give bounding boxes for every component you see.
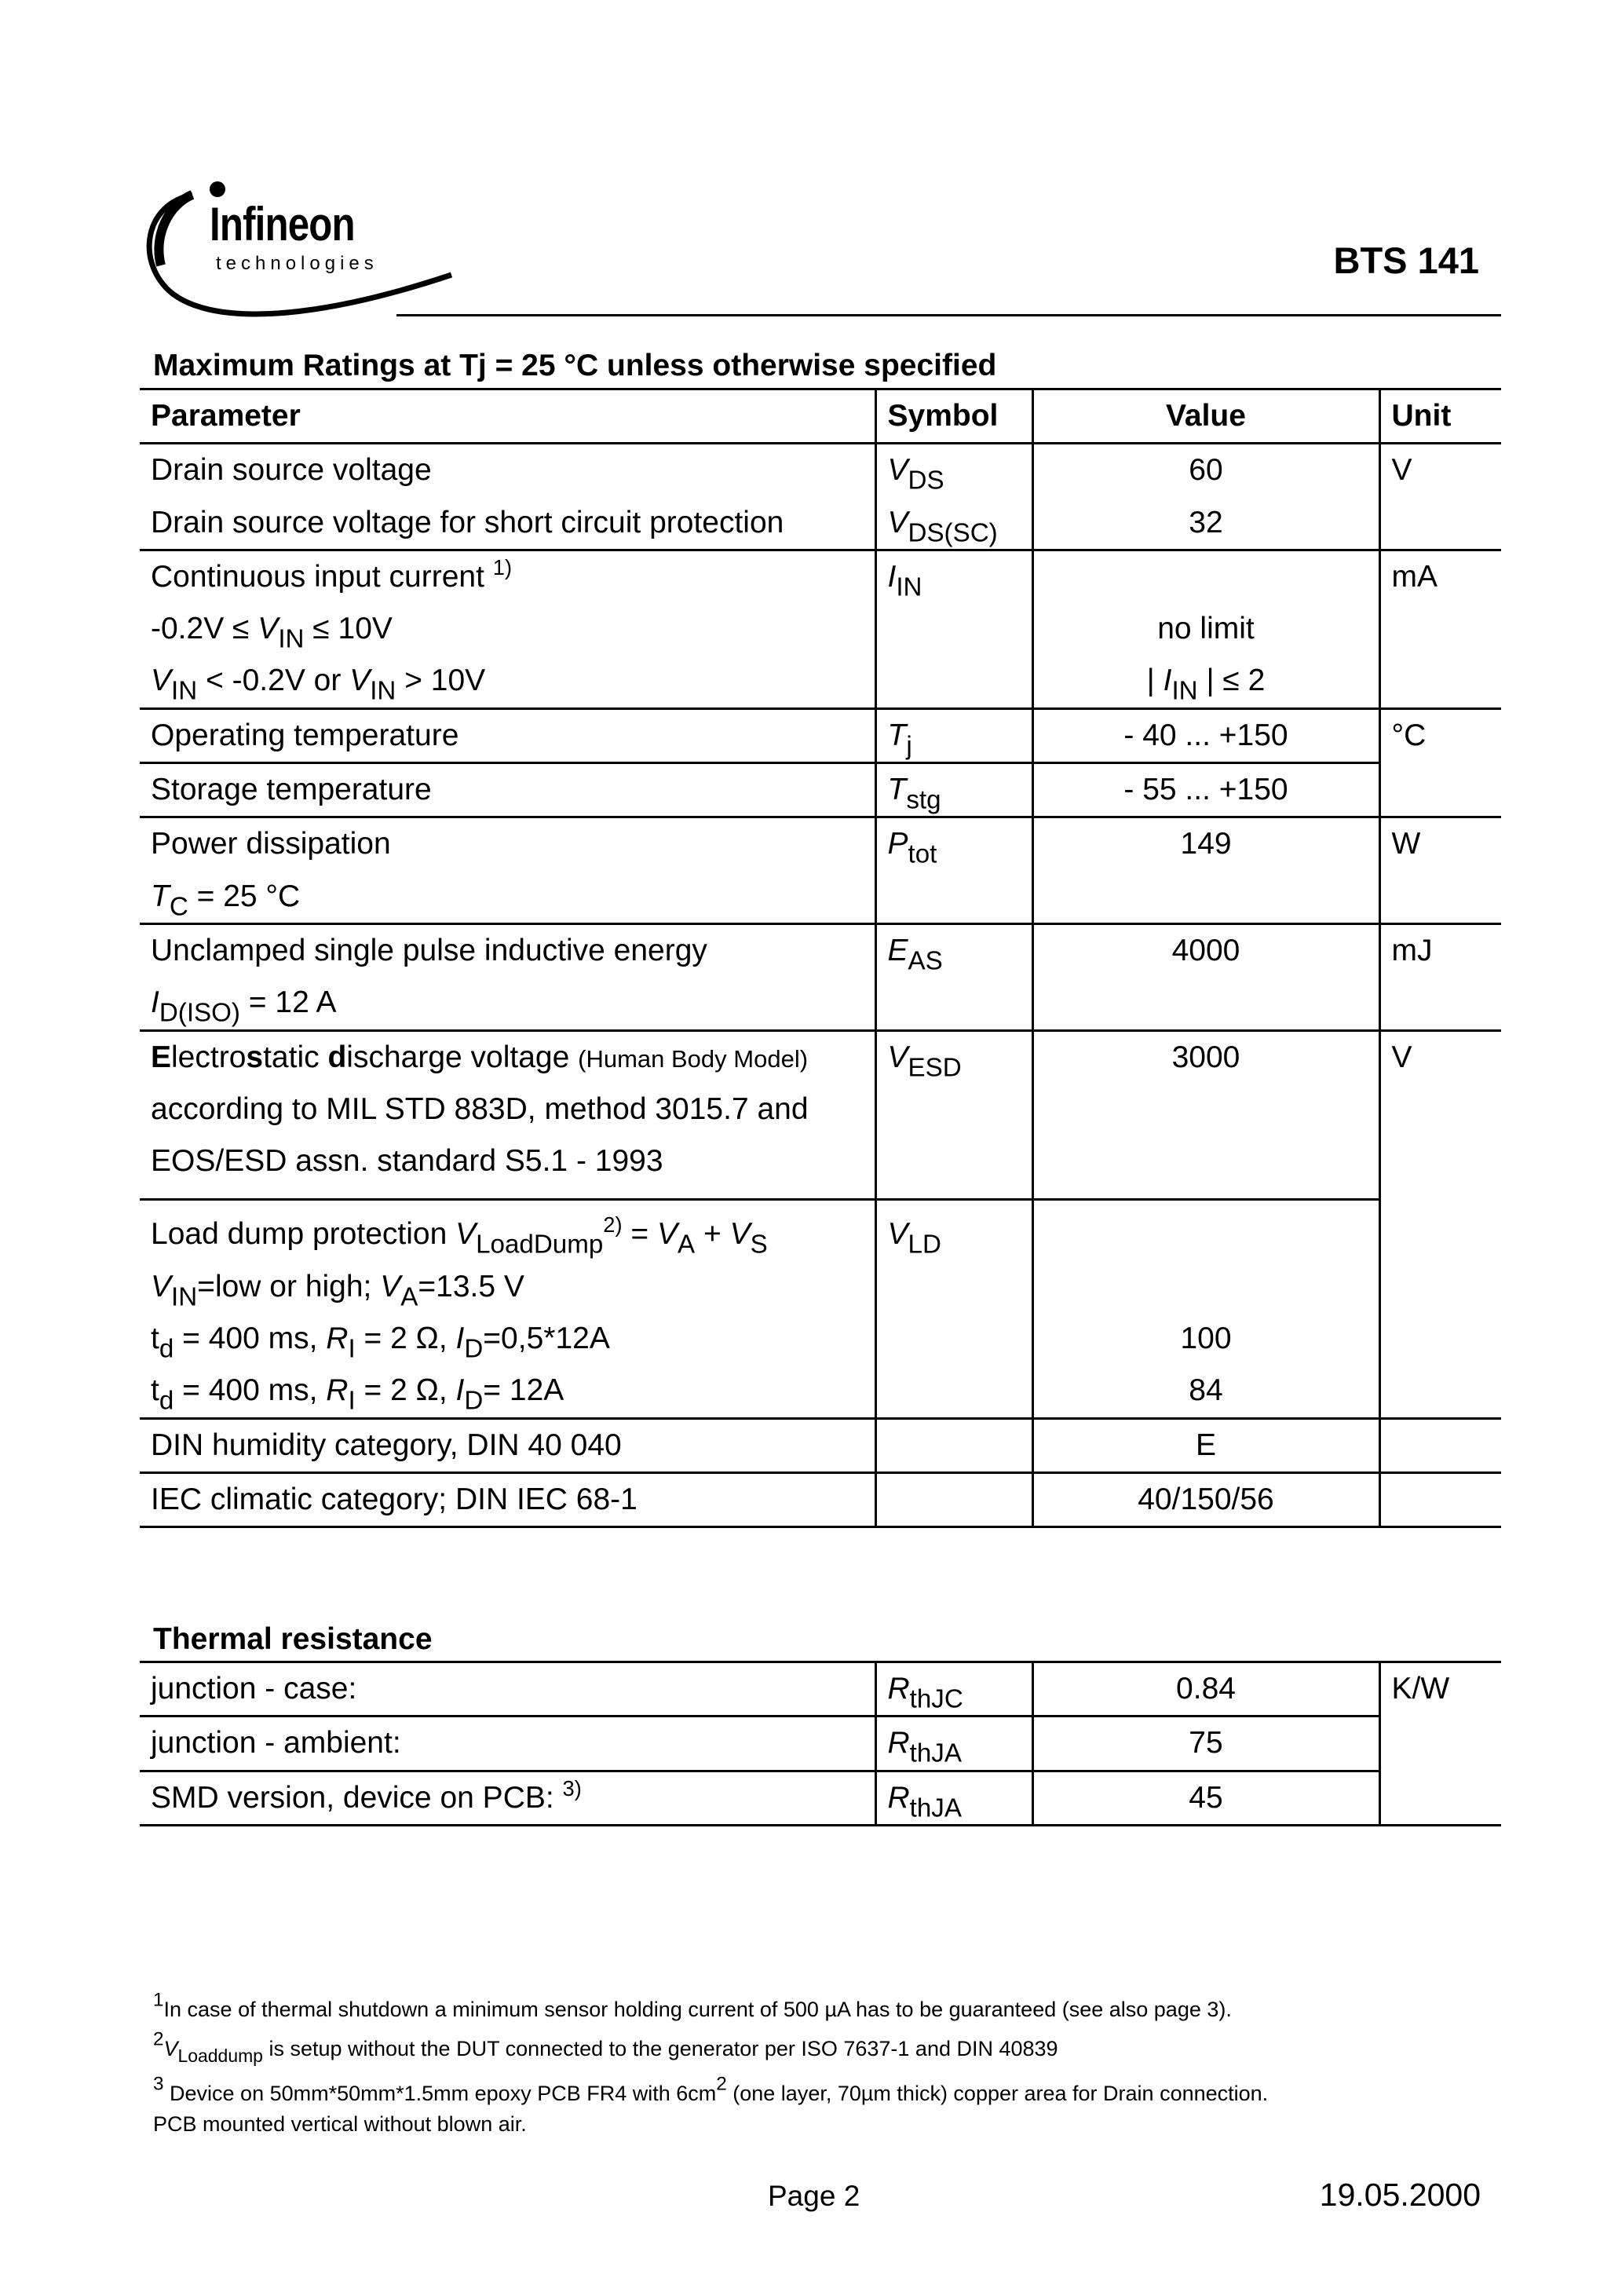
table-row (140, 497, 1501, 550)
value-cell: - 55 ... +150 (1032, 763, 1379, 817)
logo-subtitle: technologies (216, 253, 378, 274)
table-row (140, 1030, 1501, 1200)
table-row (140, 1771, 1501, 1825)
param-cell: junction - case: (151, 1672, 357, 1706)
unit-cell (1379, 1418, 1501, 1472)
table-row (140, 1472, 1501, 1526)
page-number: Page 2 (768, 2180, 860, 2212)
param-cell: Load dump protection $V_{LoadDump}^{2)} = V_A + V_S$ $V_{IN}=low$ or high; $V_A=13.5$ V $t_d = 400$ ms, $R_I = 2$ Ω, $I_D=0,5*12A$ $t_d = 400$ ms, $R_I = 2$ Ω, $I_D= 12A$ (151, 1212, 768, 1416)
value-cell: 40/150/56 (1032, 1472, 1379, 1526)
value-cell: E (1032, 1418, 1379, 1472)
symbol-cell: $T_{stg}$ (875, 763, 1032, 817)
max-ratings-table (140, 388, 1501, 1528)
symbol-cell: $V_{DS}$ (875, 444, 1032, 497)
symbol-cell: $V_{LD}$ (875, 1200, 1032, 1418)
param-cell: Drain source voltage for short circuit protection (151, 505, 784, 539)
table-row (140, 1200, 1501, 1418)
document-date: 19.05.2000 (1319, 2177, 1481, 2213)
param-cell: Electrostatic discharge voltage (Human Body Model) according to MIL STD 883D, method 3015.7 and EOS/ESD assn. standard S5.1 - 1993 (151, 1040, 809, 1179)
param-cell: junction - ambient: (151, 1726, 401, 1760)
unit-cell (1379, 1472, 1501, 1526)
param-cell: Power dissipation $T_C = 25$ °C (151, 827, 391, 922)
value-cell: 4000 (1032, 923, 1379, 1030)
symbol-cell: $V_{ESD}$ (875, 1030, 1032, 1200)
symbol-cell: $E_{AS}$ (875, 923, 1032, 1030)
table-header-row (140, 389, 1501, 444)
symbol-cell: $R_{thJA}$ (875, 1771, 1032, 1825)
infineon-logo (137, 173, 467, 322)
param-cell: Continuous input current $^{1)}$ $-0.2V \le V_{IN} \le 10V$ $V_{IN} < -0.2V$ or $V_{IN} > 10V$ (151, 554, 513, 707)
symbol-cell: $P_{tot}$ (875, 817, 1032, 924)
symbol-cell: $T_j$ (875, 708, 1032, 762)
param-cell: Operating temperature (151, 718, 459, 752)
max-ratings-title: Maximum Ratings at Tj = 25 °C unless otherwise specified (153, 349, 997, 382)
unit-cell: K/W (1379, 1662, 1501, 1826)
symbol-cell (875, 1418, 1032, 1472)
document-id: BTS 141 (1333, 239, 1479, 281)
thermal-table (140, 1661, 1501, 1826)
symbol-cell: $R_{thJC}$ (875, 1662, 1032, 1717)
value-cell: 32 (1032, 497, 1379, 550)
col-unit: Unit (1379, 389, 1501, 444)
footnote-1: $^1$In case of thermal shutdown a minimum sensor holding current of 500 µA has to be guaranteed (see also page 3). (153, 1989, 1232, 2021)
unit-cell: V (1379, 1030, 1501, 1418)
col-value: Value (1032, 389, 1379, 444)
table-row (140, 1418, 1501, 1472)
param-cell: Drain source voltage (151, 453, 432, 488)
param-cell: DIN humidity category, DIN 40 040 (151, 1428, 622, 1462)
symbol-cell: $I_{IN}$ (875, 550, 1032, 708)
param-cell: IEC climatic category; DIN IEC 68-1 (151, 1482, 637, 1516)
col-symbol: Symbol (875, 389, 1032, 444)
table-row (140, 550, 1501, 708)
table-row (140, 708, 1501, 762)
value-cell: 149 (1032, 817, 1379, 924)
table-row (140, 817, 1501, 924)
value-cell: 75 (1032, 1717, 1379, 1771)
footnote-3: $^3$ Device on 50mm*50mm*1.5mm epoxy PCB FR4 with $6cm^2$ (one layer, 70µm thick) copper area for Drain connection. PCB mounted vertical without blown air. (153, 2073, 1269, 2137)
unit-cell: mA (1379, 550, 1501, 708)
logo-wordmark: Infineon (210, 198, 355, 250)
param-cell: Storage temperature (151, 773, 432, 807)
value-cell: 100 84 (1032, 1200, 1379, 1418)
header-rule (396, 314, 1501, 316)
footnote-2: $^2V_{Loaddump}$ is setup without the DUT connected to the generator per ISO 7637-1 and DIN 40839 (153, 2028, 1058, 2067)
param-cell: SMD version, device on PCB: $^{3)}$ (151, 1775, 582, 1815)
value-cell: - 40 ... +150 (1032, 708, 1379, 762)
table-row (140, 1717, 1501, 1771)
table-row (140, 763, 1501, 817)
thermal-title: Thermal resistance (153, 1622, 433, 1656)
table-row (140, 923, 1501, 1030)
table-row (140, 1662, 1501, 1717)
col-parameter: Parameter (151, 399, 301, 433)
table-row (140, 444, 1501, 497)
value-cell: 0.84 (1032, 1662, 1379, 1717)
param-cell: Unclamped single pulse inductive energy $I_{D(ISO)} = 12$ A (151, 933, 707, 1028)
unit-cell: V (1379, 444, 1501, 550)
value-cell: 60 (1032, 444, 1379, 497)
unit-cell: mJ (1379, 923, 1501, 1030)
value-cell: 45 (1032, 1771, 1379, 1825)
symbol-cell (875, 1472, 1032, 1526)
symbol-cell: $R_{thJA}$ (875, 1717, 1032, 1771)
value-cell: 3000 (1032, 1030, 1379, 1200)
symbol-cell: $V_{DS(SC)}$ (875, 497, 1032, 550)
value-cell: no limit | $I_{IN}$ | ≤ 2 (1032, 550, 1379, 708)
unit-cell: °C (1379, 708, 1501, 817)
unit-cell: W (1379, 817, 1501, 924)
